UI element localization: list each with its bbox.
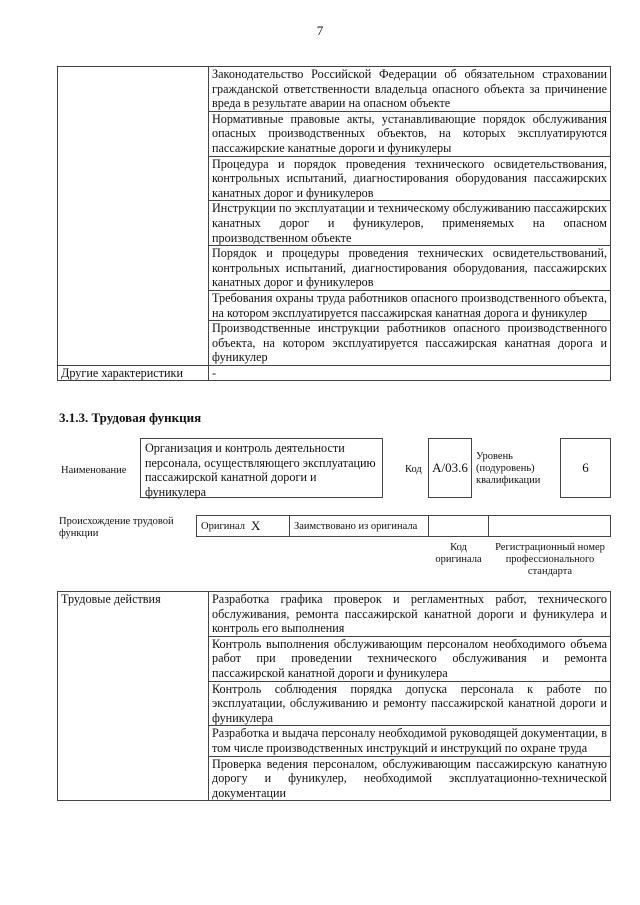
labor-actions-label: Трудовые действия xyxy=(58,592,209,801)
other-characteristics-value: - xyxy=(209,365,611,381)
registration-caption: Регистрационный номер профессионального стандарта xyxy=(495,542,605,577)
knowledge-row: Производственные инструкции работников опасного производственного объекта, на котором эксплуатируется пассажирская канатная дорога и фуникулер xyxy=(209,321,611,366)
qualification-level-label: Уровень (подуровень) квалификации xyxy=(476,451,541,486)
original-cell xyxy=(196,515,290,537)
borrowed-cell: Заимствовано из оригинала xyxy=(289,515,429,537)
labor-action-row: Контроль соблюдения порядка допуска персонала к работе по эксплуатации, обслуживанию и ремонту пассажирской канатной дороги и фуникулера xyxy=(209,681,611,726)
function-code-value: A/03.6 xyxy=(428,438,472,498)
labor-action-row: Разработка графика проверок и регламентных работ, технического обслуживания, ремонта пассажирской канатной дороги и фуникулера и контроль его выполнения xyxy=(209,592,611,637)
original-code-cell xyxy=(428,515,489,537)
labor-action-row: Контроль выполнения обслуживающим персоналом необходимого объема работ при проведении технического обслуживания и ремонта пассажирской канатной дороги и фуникулера xyxy=(209,636,611,681)
labor-actions-table xyxy=(57,591,611,801)
origin-label: Происхождение трудовой функции xyxy=(59,516,174,539)
labor-action-row: Разработка и выдача персоналу необходимой руководящей документации, в том числе производственных инструкций и инструкций по охране труда xyxy=(209,726,611,756)
knowledge-table xyxy=(57,66,611,381)
original-mark: X xyxy=(251,518,261,533)
code-label: Код xyxy=(405,464,422,475)
knowledge-row: Инструкции по эксплуатации и техническому обслуживанию пассажирских канатных дорог и фуникулеров, применяемых на опасном производственном объекте xyxy=(209,201,611,246)
knowledge-row: Процедура и порядок проведения технического освидетельствования, контрольных испытаний, диагностирования оборудования пассажирских канатных дорог и фуникулеров xyxy=(209,156,611,201)
name-label: Наименование xyxy=(61,465,127,476)
knowledge-label-cell xyxy=(58,67,209,366)
origin-row xyxy=(196,515,611,537)
qualification-level-value: 6 xyxy=(560,438,611,498)
function-name-value: Организация и контроль деятельности персонала, осуществляющего эксплуатацию пассажирской канатной дороги и фуникулера xyxy=(140,438,383,498)
knowledge-row: Порядок и процедуры проведения технических освидетельствований, контрольных испытаний, диагностирования оборудования, пассажирских канатных дорог и фуникулеров xyxy=(209,246,611,291)
knowledge-row: Законодательство Российской Федерации об обязательном страховании гражданской ответственности владельца опасного объекта за причинение вреда в результате аварии на опасном объекте xyxy=(209,67,611,112)
section-title: 3.1.3. Трудовая функция xyxy=(59,410,202,425)
knowledge-row: Нормативные правовые акты, устанавливающие порядок обслуживания опасных производственных объектов, на которых эксплуатируются пассажирские канатные дороги и фуникулеры xyxy=(209,111,611,156)
page-number: 7 xyxy=(316,23,324,38)
code-caption: Код оригинала xyxy=(435,542,482,565)
original-label: Оригинал xyxy=(201,520,245,532)
labor-action-row: Проверка ведения персоналом, обслуживающим пассажирскую канатную дорогу и фуникулер, необходимой эксплуатационно-технической документации xyxy=(209,756,611,801)
knowledge-row: Требования охраны труда работников опасного производственного объекта, на котором эксплуатируется пассажирская канатная дорога и фуникулер xyxy=(209,290,611,320)
registration-number-cell xyxy=(488,515,611,537)
other-characteristics-label: Другие характеристики xyxy=(58,365,209,381)
